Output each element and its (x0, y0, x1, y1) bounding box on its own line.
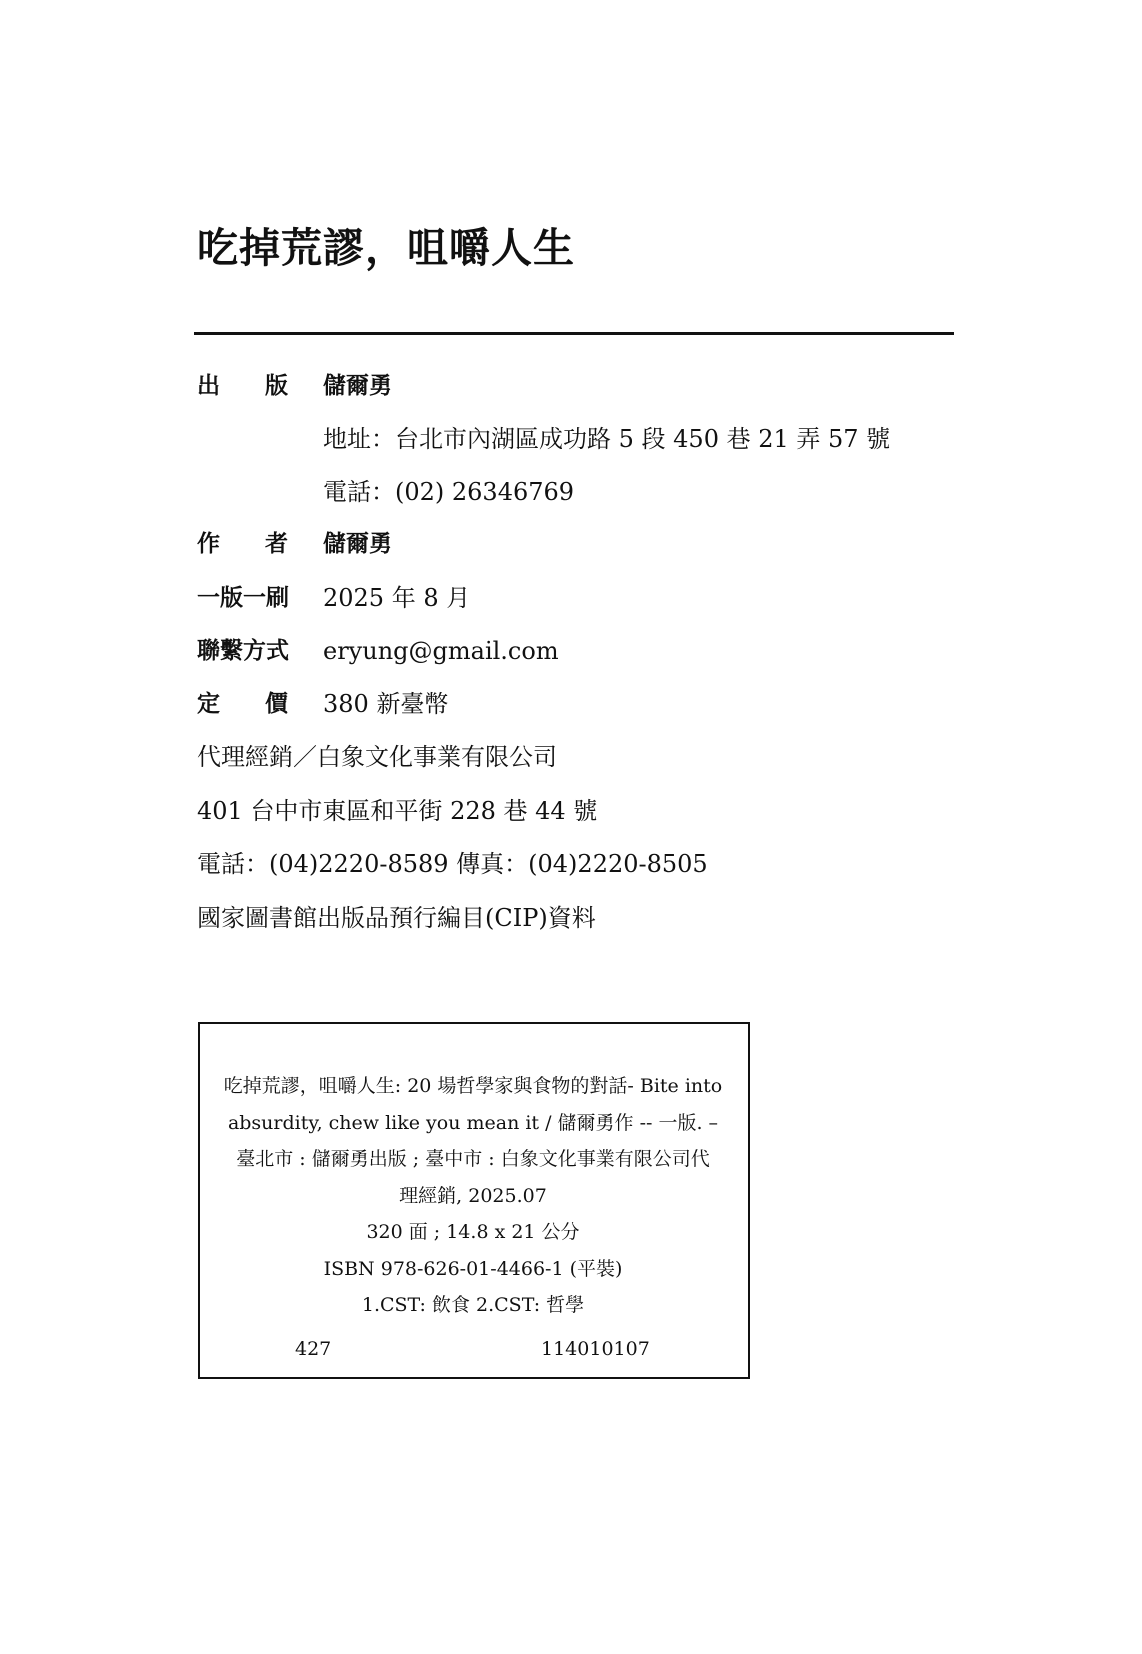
price-label-char-2: 價 (265, 691, 288, 717)
cip-heading: 國家圖書館出版品預行編目(CIP)資料 (197, 904, 596, 932)
publisher-phone: 電話：(02) 26346769 (323, 478, 575, 506)
author-name: 儲爾勇 (323, 531, 392, 557)
edition-value: 2025 年 8 月 (323, 584, 471, 612)
distributor-phone-fax: 電話：(04)2220-8589 傳真：(04)2220-8505 (197, 850, 708, 878)
author-label-char-1: 作 (197, 531, 220, 557)
cip-line-7: 1.CST: 飲食 2.CST: 哲學 (361, 1294, 585, 1316)
publisher-label-char-1: 出 (197, 373, 220, 399)
cip-record-box (198, 1022, 750, 1379)
cip-line-3: 臺北市 : 儲爾勇出版 ; 臺中市 : 白象文化事業有限公司代 (236, 1148, 710, 1170)
title-divider (194, 332, 954, 335)
cip-record-text (210, 1068, 736, 1324)
edition-label: 一版一刷 (197, 585, 289, 611)
book-title: 吃掉荒謬，咀嚼人生 (197, 224, 575, 272)
contact-label: 聯繫方式 (197, 638, 289, 664)
cip-line-4: 理經銷, 2025.07 (399, 1184, 547, 1207)
price-label (197, 688, 288, 720)
cip-line-6: ISBN 978-626-01-4466-1 (平裝) (323, 1257, 623, 1280)
price-label-char-1: 定 (197, 691, 220, 717)
contact-email: eryung@gmail.com (323, 637, 559, 665)
price-value: 380 新臺幣 (323, 690, 449, 718)
distributor-line: 代理經銷／白象文化事業有限公司 (197, 743, 557, 771)
publisher-address: 地址：台北市內湖區成功路 5 段 450 巷 21 弄 57 號 (323, 425, 891, 453)
publisher-label-char-2: 版 (265, 373, 288, 399)
author-label-char-2: 者 (265, 531, 288, 557)
author-label (197, 528, 288, 560)
cip-line-2: absurdity, chew like you mean it / 儲爾勇作 -- 一版. – (227, 1111, 719, 1134)
cip-record-number: 114010107 (541, 1338, 650, 1360)
publisher-name: 儲爾勇 (323, 373, 392, 399)
distributor-address: 401 台中市東區和平街 228 巷 44 號 (197, 797, 598, 825)
cip-line-1: 吃掉荒謬，咀嚼人生: 20 場哲學家與食物的對話- Bite into (223, 1075, 723, 1097)
cip-class-number: 427 (295, 1338, 332, 1360)
publisher-label (197, 370, 288, 402)
cip-line-5: 320 面 ; 14.8 x 21 公分 (366, 1221, 580, 1243)
